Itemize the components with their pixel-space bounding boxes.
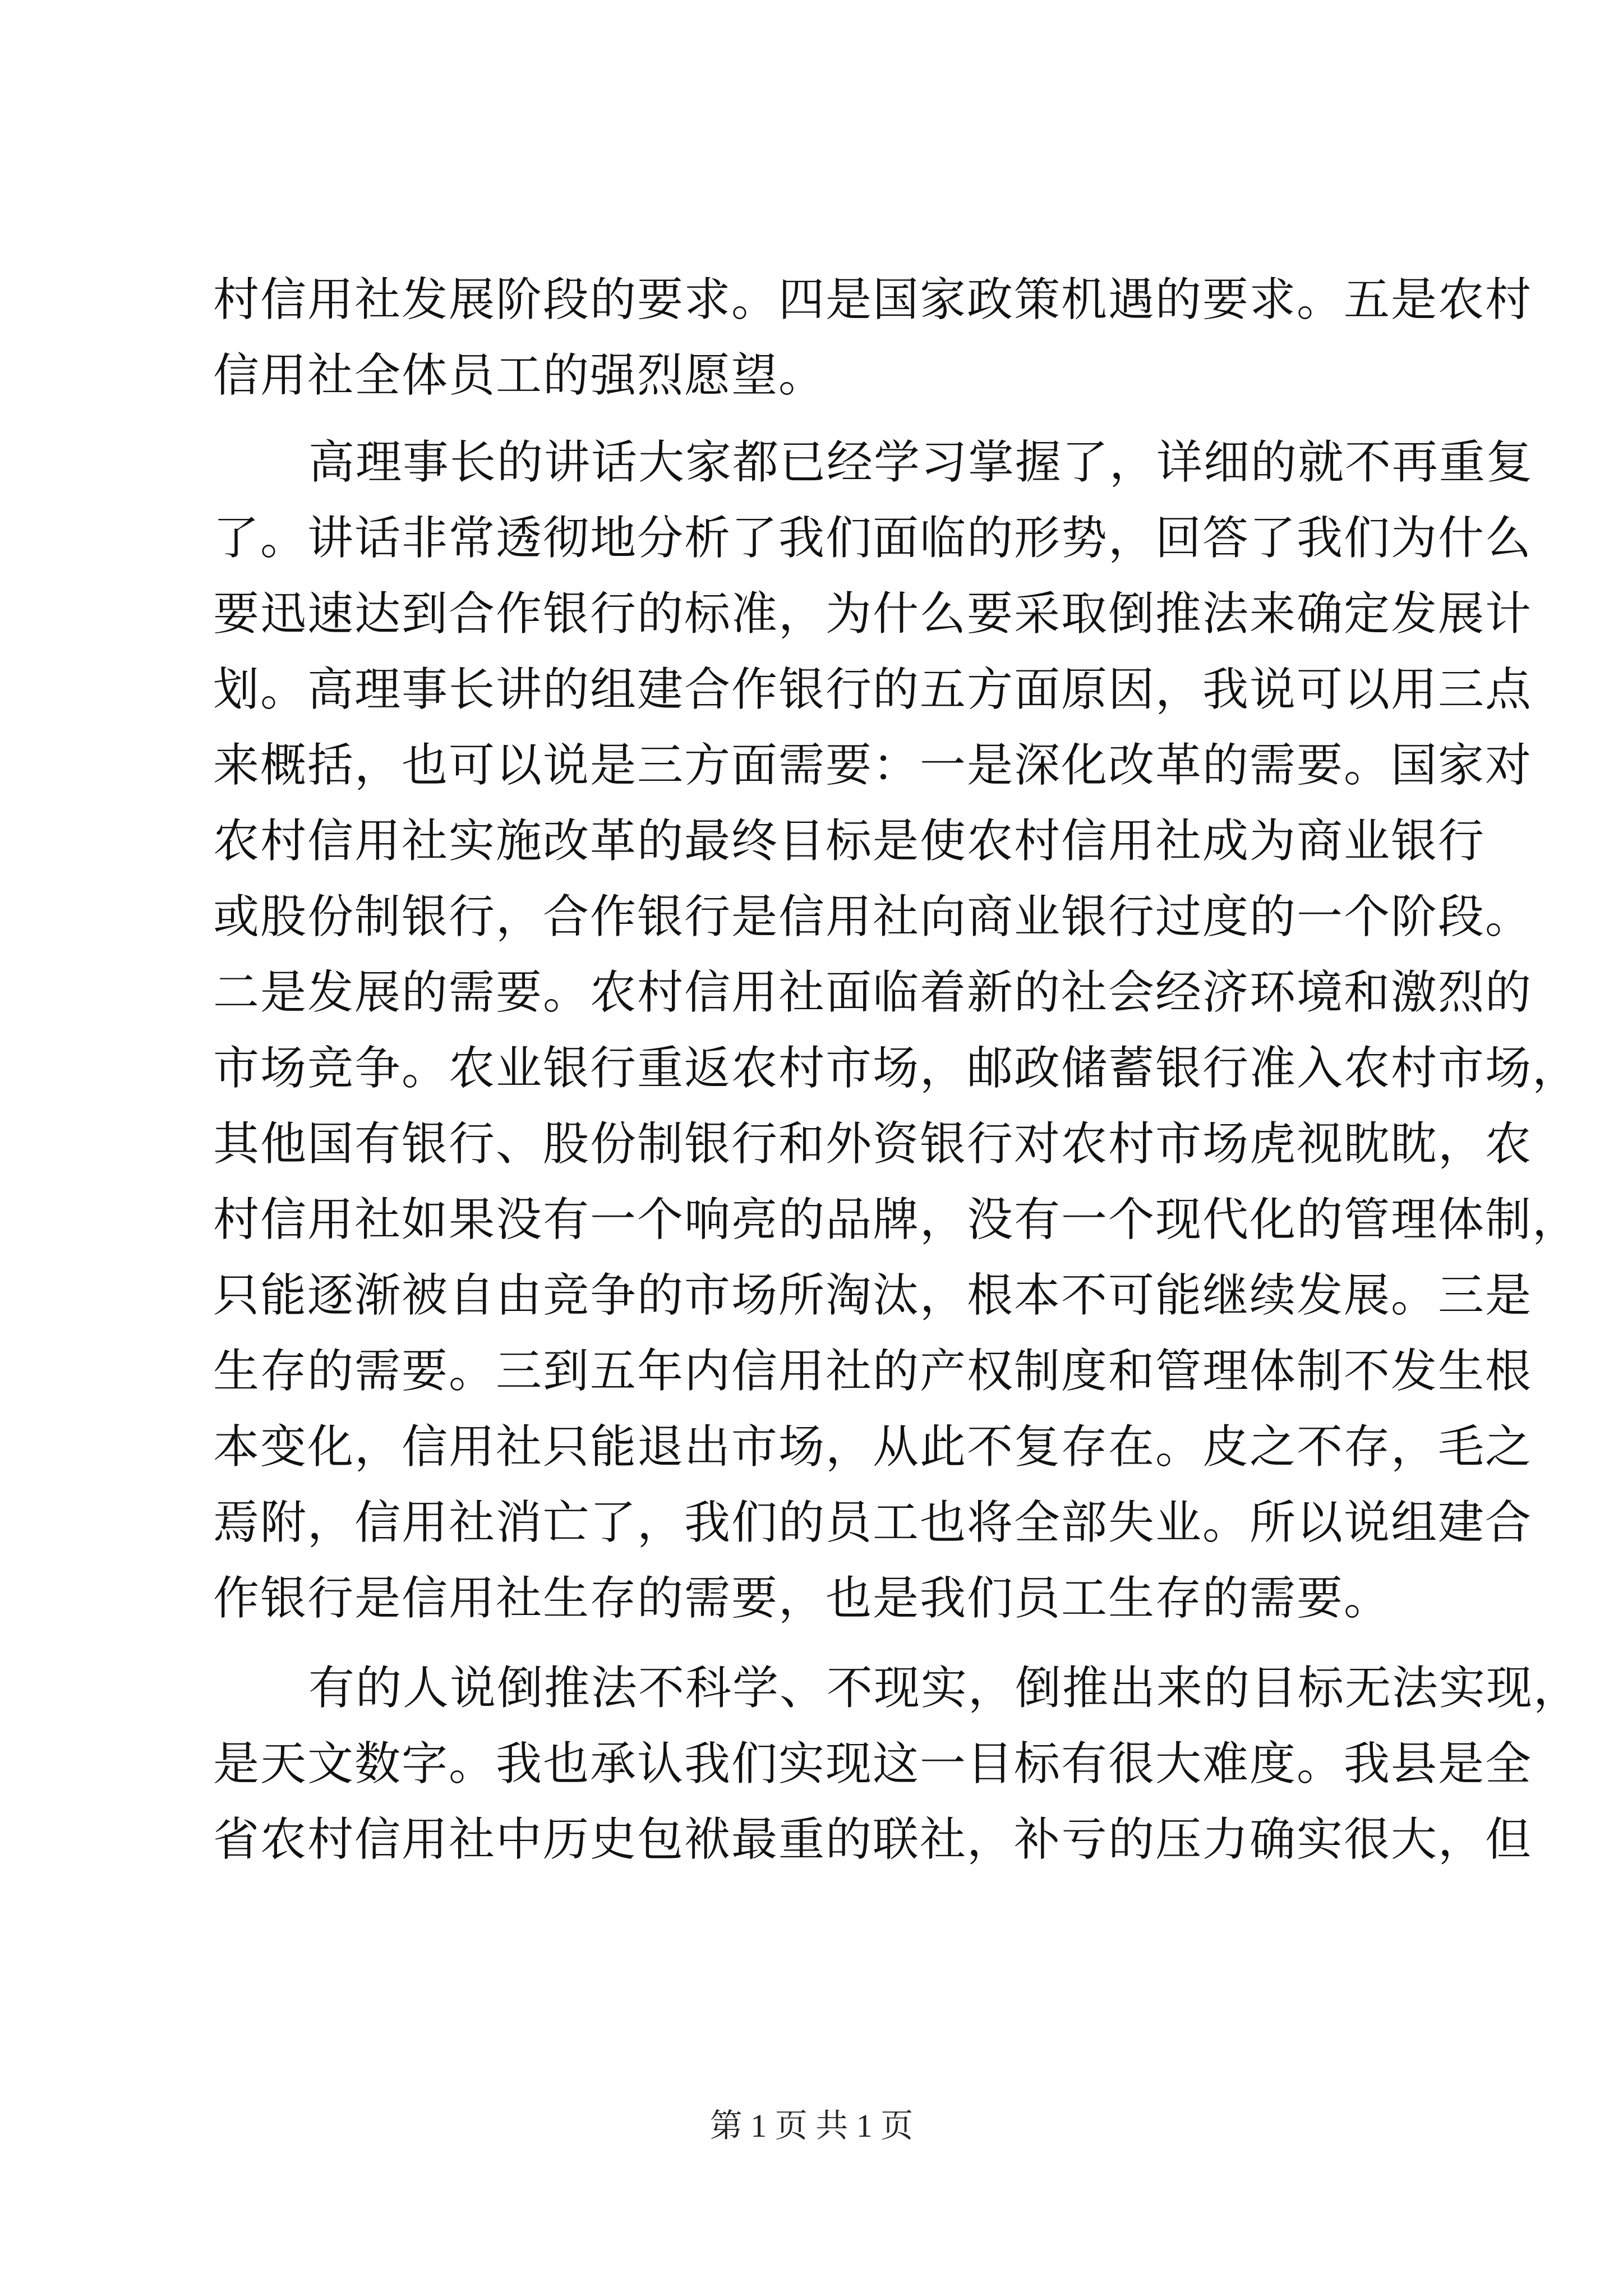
text-line: 二是发展的需要。农村信用社面临着新的社会经济环境和激烈的	[213, 966, 1533, 1019]
text-line: 本变化，信用社只能退出市场，从此不复存在。皮之不存，毛之	[213, 1420, 1533, 1474]
text-line: 划。高理事长讲的组建合作银行的五方面原因，我说可以用三点	[213, 663, 1533, 716]
text-line: 或股份制银行，合作银行是信用社向商业银行过度的一个阶段。	[213, 890, 1533, 944]
text-line: 信用社全体员工的强烈愿望。	[213, 349, 826, 402]
text-line: 焉附，信用社消亡了，我们的员工也将全部失业。所以说组建合	[213, 1496, 1533, 1549]
text-line: 有的人说倒推法不科学、不现实，倒推出来的目标无法实现，	[308, 1662, 1581, 1715]
text-line: 其他国有银行、股份制银行和外资银行对农村市场虎视眈眈，农	[213, 1117, 1533, 1171]
text-line: 生存的需要。三到五年内信用社的产权制度和管理体制不发生根	[213, 1345, 1533, 1398]
text-line: 省农村信用社中历史包袱最重的联社，补亏的压力确实很大，但	[213, 1813, 1533, 1866]
text-line: 高理事长的讲话大家都已经学习掌握了，详细的就不再重复	[308, 436, 1534, 489]
text-line: 来概括，也可以说是三方面需要：一是深化改革的需要。国家对	[213, 739, 1533, 792]
text-line: 村信用社如果没有一个响亮的品牌，没有一个现代化的管理体制，	[213, 1193, 1580, 1246]
text-line: 要迅速达到合作银行的标准，为什么要采取倒推法来确定发展计	[213, 587, 1533, 641]
text-line: 市场竞争。农业银行重返农村市场，邮政储蓄银行准入农村市场，	[213, 1042, 1580, 1095]
page-footer: 第 1 页 共 1 页	[709, 2108, 914, 2144]
text-line: 是天文数字。我也承认我们实现这一目标有很大难度。我县是全	[213, 1737, 1533, 1791]
text-line: 农村信用社实施改革的最终目标是使农村信用社成为商业银行	[213, 815, 1486, 868]
text-line: 了。讲话非常透彻地分析了我们面临的形势，回答了我们为什么	[213, 512, 1533, 565]
text-line: 作银行是信用社生存的需要，也是我们员工生存的需要。	[213, 1572, 1391, 1625]
text-line: 只能逐渐被自由竞争的市场所淘汰，根本不可能继续发展。三是	[213, 1269, 1533, 1322]
text-line: 村信用社发展阶段的要求。四是国家政策机遇的要求。五是农村	[213, 273, 1533, 326]
